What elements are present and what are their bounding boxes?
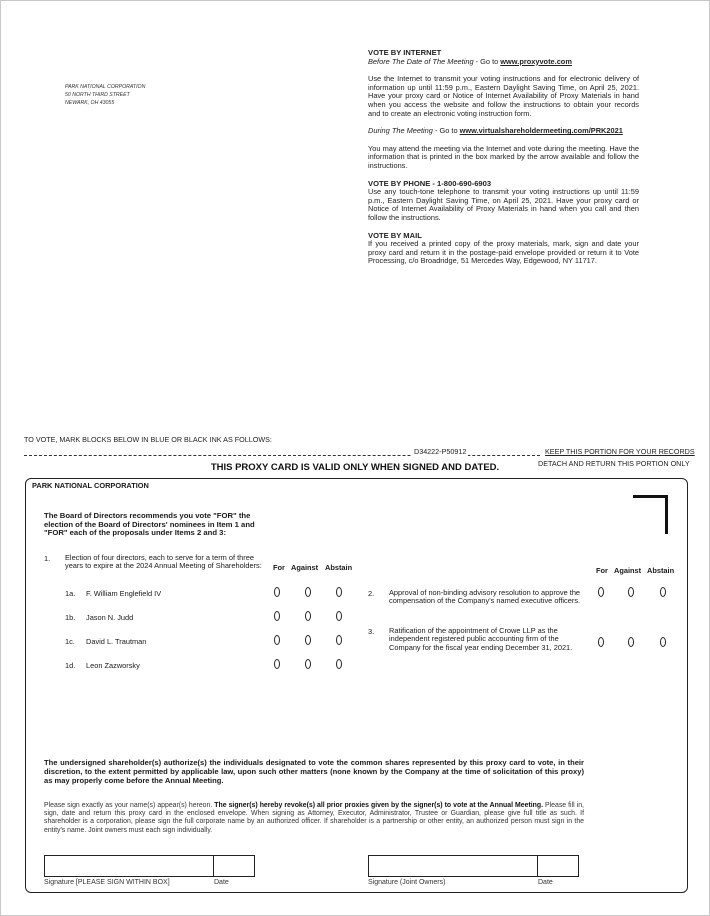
keep-portion-label: KEEP THIS PORTION FOR YOUR RECORDS <box>545 447 695 456</box>
internet-before-goto: - Go to <box>473 56 501 66</box>
during-line <box>368 127 639 136</box>
mail-text: If you received a printed copy of the proxy materials, mark, sign and date your proxy card and return it in the postage-paid envelope provided or return it to Vote Processing, c/o Broadridge, 51 Mercedes Way, Edgewood, NY 11717. <box>368 239 639 266</box>
voting-instructions <box>368 49 639 275</box>
board-recommendation: The Board of Directors recommends you vote "FOR" the election of the Board of Directors' nominees in Item 1 and "FOR" each of the proposals under Items 2 and 3: <box>44 511 255 538</box>
nominee-name: David L. Trautman <box>86 637 147 646</box>
vote-oval-1b-abstain[interactable] <box>336 611 342 621</box>
corner-mark <box>633 495 668 534</box>
sign-revoke: The signer(s) hereby revoke(s) all prior proxies given by the signer(s) to vote at the Annual Meeting. <box>214 802 543 809</box>
mail-heading: VOTE BY MAIL <box>368 230 422 240</box>
item2-text: Approval of non-binding advisory resolution to approve the compensation of the Company's named executive officers. <box>389 588 581 606</box>
during-goto: - Go to <box>432 126 460 136</box>
sign-rest: Please fill in, sign, date and return this proxy card in the enclosed envelope. When signing as Attorney, Executor, Administrator, Trustee or Guardian, please give full title as such. If shareholder is a corporation, please sign the full corporate name by an authorized officer. If shareholder is a partnership or other entity, an authorized person must sign in the entity's name. Joint owners must each sign individually. <box>44 802 584 834</box>
authorization-text: The undersigned shareholder(s) authorize(s) the individuals designated to vote the common shares represented by this proxy card to vote, in their discretion, to the extent permitted by applicable law, upon such other matters (none known by the Company at the time of solicitation of this proxy) as may properly come before the Annual Meeting. <box>44 758 584 785</box>
sender-city: NEWARK, OH 43055 <box>65 100 115 106</box>
vote-oval-1d-against[interactable] <box>305 659 311 669</box>
right-col-against: Against <box>614 566 642 575</box>
sign-intro: Please sign exactly as your name(s) appear(s) hereon. <box>44 802 215 809</box>
nominee-id: 1a. <box>65 589 76 598</box>
item1-text: Election of four directors, each to serve for a term of three years to expire at the 2024 Annual Meeting of Shareholders: <box>65 553 262 571</box>
vote-oval-3-against[interactable] <box>628 637 634 647</box>
vote-oval-1a-for[interactable] <box>274 587 280 597</box>
vote-oval-1d-for[interactable] <box>274 659 280 669</box>
internet-heading: VOTE BY INTERNET <box>368 48 442 57</box>
sender-address <box>65 83 145 107</box>
joint-signature-box[interactable] <box>368 855 538 877</box>
proxyvote-link[interactable]: www.proxyvote.com <box>500 56 572 66</box>
sender-street: 50 NORTH THIRD STREET <box>65 92 130 98</box>
nominee-name: Jason N. Judd <box>86 613 134 622</box>
control-code: D34222-P50912 <box>414 447 467 456</box>
signing-instructions <box>44 802 584 835</box>
left-col-against: Against <box>291 563 319 572</box>
vote-oval-1d-abstain[interactable] <box>336 659 342 669</box>
nominee-name: F. William Englefield IV <box>86 589 162 598</box>
vote-oval-3-for[interactable] <box>598 637 604 647</box>
phone-text: Use any touch-tone telephone to transmit your voting instructions up until 11:59 p.m., Eastern Daylight Saving Time, on April 25, 2021. Have your proxy card or Notice of Internet Availability of Proxy Materials in hand when you call and then follow the instructions. <box>368 187 639 222</box>
vote-oval-3-abstain[interactable] <box>660 637 666 647</box>
detach-portion-label: DETACH AND RETURN THIS PORTION ONLY <box>538 459 690 468</box>
nominee-id: 1c. <box>65 637 75 646</box>
signature-date-box[interactable] <box>213 855 255 877</box>
internet-before-line <box>368 58 639 67</box>
card-company: PARK NATIONAL CORPORATION <box>32 481 149 490</box>
vote-oval-1c-against[interactable] <box>305 635 311 645</box>
sender-name: PARK NATIONAL CORPORATION <box>65 84 146 90</box>
left-col-for: For <box>273 563 285 572</box>
right-col-for: For <box>596 566 608 575</box>
vote-oval-2-against[interactable] <box>628 587 634 597</box>
virtual-meeting-link[interactable]: www.virtualshareholdermeeting.com/PRK2021 <box>459 126 623 136</box>
vote-oval-1a-against[interactable] <box>305 587 311 597</box>
internet-before-label: Before The Date of The Meeting <box>368 56 474 66</box>
nominee-id: 1b. <box>65 613 76 622</box>
vote-oval-1c-for[interactable] <box>274 635 280 645</box>
signature-label: Signature [PLEASE SIGN WITHIN BOX] <box>44 879 170 886</box>
during-text: You may attend the meeting via the Internet and vote during the meeting. Have the information that is printed in the box marked by the arrow available and follow the instructions. <box>368 143 639 170</box>
internet-text: Use the Internet to transmit your voting instructions and for electronic delivery of information up until 11:59 p.m., Eastern Daylight Saving Time, on April 25, 2021. Have your proxy card or Notice of Internet Availability of Proxy Materials in hand when you access the website and follow the instructions to obtain your records and to create an electronic voting instruction form. <box>368 74 639 118</box>
item3-text: Ratification of the appointment of Crowe LLP as the independent registered public accounting firm of the Company for the fiscal year ending December 31, 2021. <box>389 626 573 652</box>
item2-number: 2. <box>368 589 375 598</box>
during-label: During The Meeting <box>368 126 433 136</box>
joint-date-label: Date <box>538 879 553 886</box>
joint-signature-label: Signature (Joint Owners) <box>368 879 446 886</box>
vote-oval-1b-against[interactable] <box>305 611 311 621</box>
ink-instructions: TO VOTE, MARK BLOCKS BELOW IN BLUE OR BLACK INK AS FOLLOWS: <box>24 435 272 444</box>
right-col-abstain: Abstain <box>647 566 675 575</box>
left-col-abstain: Abstain <box>325 563 353 572</box>
vote-oval-1b-for[interactable] <box>274 611 280 621</box>
signature-box[interactable] <box>44 855 214 877</box>
vote-oval-1c-abstain[interactable] <box>336 635 342 645</box>
vote-oval-2-for[interactable] <box>598 587 604 597</box>
item1-number: 1. <box>44 554 51 563</box>
vote-oval-2-abstain[interactable] <box>660 587 666 597</box>
item3-number: 3. <box>368 627 375 636</box>
date-label: Date <box>214 879 229 886</box>
nominee-id: 1d. <box>65 661 76 670</box>
vote-oval-1a-abstain[interactable] <box>336 587 342 597</box>
joint-date-box[interactable] <box>537 855 579 877</box>
nominee-name: Leon Zazworsky <box>86 661 140 670</box>
valid-notice: THIS PROXY CARD IS VALID ONLY WHEN SIGNED AND DATED. <box>210 462 500 473</box>
phone-heading: VOTE BY PHONE - 1-800-690-6903 <box>368 178 492 188</box>
